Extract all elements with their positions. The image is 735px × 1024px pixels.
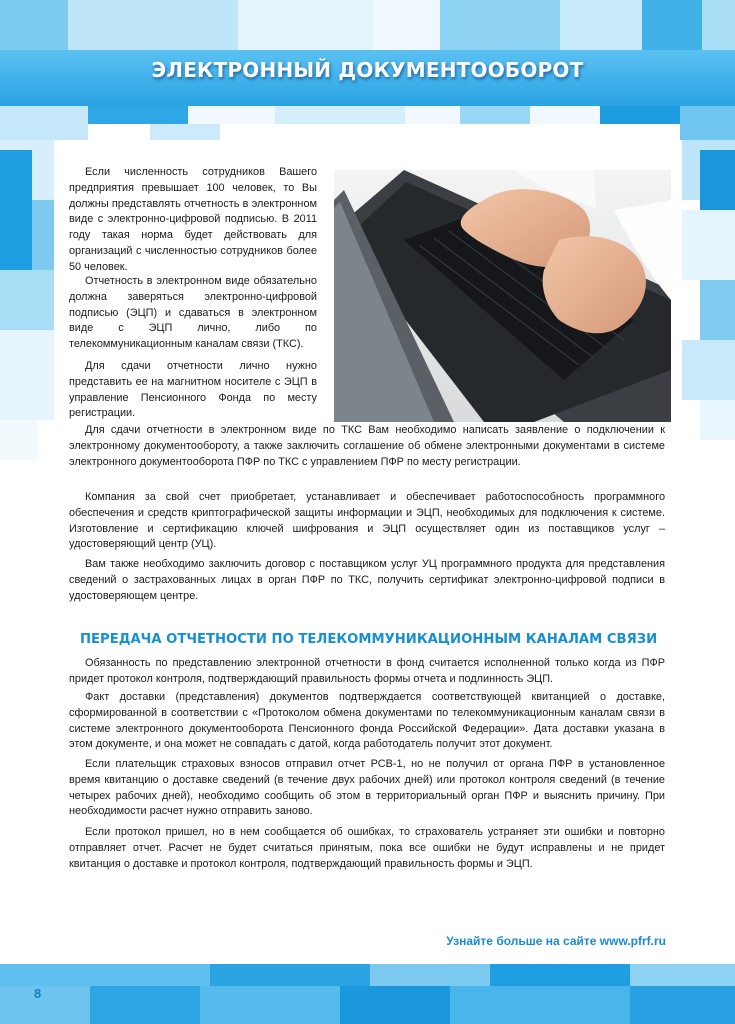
section-paragraph: Обязанность по представлению электронной отчетности в фонд считается исполненной только когда из ПФР придет протокол контроля, подтверждающий правильность формы отчета и подлинность ЭЦП. bbox=[69, 657, 665, 685]
intro-paragraph: Если численность сотрудников Вашего предприятия превышает 100 человек, то Вы должны представлять отчетность в электронном виде с электронно-цифровой подписью. В 2011 году такая норма будет действовать для организаций с численностью сотрудников более 50 человек. bbox=[69, 166, 317, 273]
intro-paragraph: Для сдачи отчетности лично нужно представить ее на магнитном носителе с ЭЦП в управление Пенсионного Фонда по месту регистрации. bbox=[69, 360, 317, 420]
intro-paragraph: Отчетность в электронном виде обязательно должна заверяться электронно-цифровой подписью (ЭЦП) и сдаваться в электронном виде с ЭЦП лично, либо по телекоммуникационным каналам связи (ТКС). bbox=[69, 275, 317, 351]
section-paragraph: Если плательщик страховых взносов отправил отчет РСВ-1, но не получил от органа ПФР в установленное время квитанцию о доставке сведений (в течение двух рабочих дней) или протокол контроля сведений (в течение четырех рабочих дней), необходимо сообщить об этом в территориальный орган ПФР и выяснить причину. При необходимости расчет нужно отправить заново. bbox=[69, 758, 665, 818]
page-title: ЭЛЕКТРОННЫЙ ДОКУМЕНТООБОРОТ bbox=[151, 58, 584, 82]
body-paragraph: Вам также необходимо заключить договор с поставщиком услуг УЦ программного продукта для представления сведений о застрахованных лицах в орган ПФР по ТКС, получить сертификат электронно-цифровой подписи в удостоверяющем центре. bbox=[69, 558, 665, 602]
laptop-typing-photo bbox=[334, 170, 671, 422]
page-number: 8 bbox=[34, 986, 42, 1001]
section-paragraph: Факт доставки (представления) документов подтверждается соответствующей квитанцией о доставке, сформированной в соответствии с «Протоколом обмена документами по телекоммуникационным каналам связи в системе электронного документооборота Пенсионного фонда Российской Федерации». Дата доставки указана в этом документе, и она может не совпадать с датой, когда работодатель получит этот документ. bbox=[69, 691, 665, 751]
website-link[interactable]: Узнайте больше на сайте www.pfrf.ru bbox=[446, 934, 666, 948]
body-paragraph: Компания за свой счет приобретает, устанавливает и обеспечивает работоспособность программного обеспечения и средств криптографической защиты информации и ЭЦП, необходимых для подключения к системе. Изготовление и сертификацию ключей шифрования и ЭЦП осуществляет один из поставщиков услуг – удостоверяющий центр (УЦ). bbox=[69, 491, 665, 551]
section-paragraph: Если протокол пришел, но в нем сообщается об ошибках, то страхователь устраняет эти ошибки и повторно отправляет отчет. Расчет не будет считаться принятым, пока все ошибки не будут исправлены и не придет квитанция о доставке и протокол контроля, подтверждающий правильность формы и ЭЦП. bbox=[69, 826, 665, 870]
body-paragraph: Для сдачи отчетности в электронном виде по ТКС Вам необходимо написать заявление о подключении к электронному документообороту, а также заключить соглашение об обмене электронными документами в системе электронного документооборота ПФР по ТКС с управлением ПФР по месту регистрации. bbox=[69, 424, 665, 468]
section-heading: ПЕРЕДАЧА ОТЧЕТНОСТИ ПО ТЕЛЕКОММУНИКАЦИОННЫМ КАНАЛАМ СВЯЗИ bbox=[80, 632, 658, 647]
